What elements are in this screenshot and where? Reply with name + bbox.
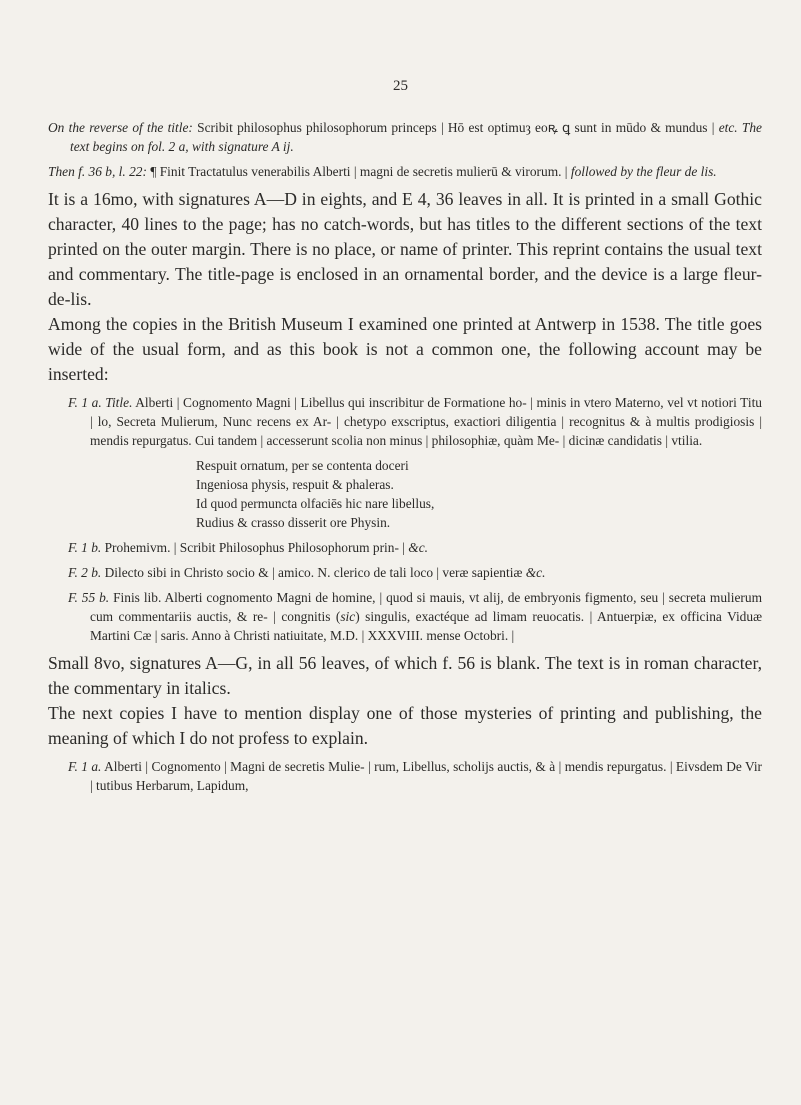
entry-sic: sic bbox=[340, 609, 356, 624]
colophon-ref: Then f. 36 b, l. 22: bbox=[48, 164, 147, 179]
entry-finis bbox=[48, 588, 762, 645]
page-content bbox=[48, 118, 762, 801]
verse-line: Id quod permuncta olfaciēs hic nare libellus, bbox=[196, 496, 435, 511]
entry-ref: F. 2 b. bbox=[68, 565, 102, 580]
colophon-note bbox=[48, 162, 762, 181]
note-etc: etc. bbox=[718, 120, 738, 135]
entry-dilecto bbox=[48, 563, 762, 582]
note-intro: On the reverse of the title: bbox=[48, 120, 193, 135]
entry-text: Finis lib. Alberti cognomento Magni de homine, | quod si mauis, vt alij, de embryonis figmento, seu | secreta mulierum cum commentariis auctis, & re- | congnitis ( bbox=[90, 590, 762, 624]
entry-text: Alberti | Cognomento | Magni de secretis Mulie- | rum, Libellus, scholijs auctis, & à | mendis repurgatus. | Eivsdem De Vir | tutibus Herbarum, Lapidum, bbox=[90, 759, 763, 793]
entry-ref: F. 1 b. bbox=[68, 540, 102, 555]
entry-text: Prohemivm. | Scribit Philosophus Philosophorum prin- | bbox=[104, 540, 405, 555]
entry-etc: &c. bbox=[525, 565, 546, 580]
note-text: Scribit philosophus philosophorum princeps | Hō est optimuȝ eoꝶ ꝗ sunt in mūdo & mundus | bbox=[197, 120, 715, 135]
verse-line: Respuit ornatum, per se contenta doceri bbox=[196, 458, 409, 473]
verse-line: Ingeniosa physis, respuit & phaleras. bbox=[196, 477, 394, 492]
verse-line: Rudius & crasso disserit ore Physin. bbox=[196, 515, 391, 530]
paragraph-british-museum: Among the copies in the British Museum I examined one printed at Antwerp in 1538. The title goes wide of the usual form, and as this book is not a common one, the following account may be inserted: bbox=[48, 314, 762, 384]
colophon-text: ¶ Finit Tractatulus venerabilis Alberti | magni de secretis mulierū & virorum. | bbox=[150, 164, 568, 179]
paragraph-description: It is a 16mo, with signatures A—D in eights, and E 4, 36 leaves in all. It is printed in a small Gothic character, 40 lines to the page; has no catch-words, but has titles to the different sections of the text printed on the outer margin. There is no place, or name of printer. This reprint contains the usual text and commentary. The title-page is enclosed in an ornamental border, and the device is a large fleur-de-lis. bbox=[48, 189, 762, 309]
paragraph-small-8vo: Small 8vo, signatures A—G, in all 56 leaves, of which f. 56 is blank. The text is in roman character, the commentary in italics. bbox=[48, 653, 762, 698]
entry-title bbox=[48, 393, 762, 450]
entry-ref: F. 55 b. bbox=[68, 590, 110, 605]
entry-ref: F. 1 a. Title. bbox=[68, 395, 133, 410]
verse-block bbox=[48, 456, 762, 532]
paragraph-next-copies: The next copies I have to mention display one of those mysteries of printing and publishing, the meaning of which I do not profess to explain. bbox=[48, 703, 762, 748]
entry-text-cont: ) singulis, exactéque ad limam reuocatis. | Antuerpiæ, ex officina Viduæ Martini Cæ | saris. Anno à Christi natiuitate, M.D. | XXXVIII. mense Octobri. | bbox=[90, 609, 762, 643]
entry-text: Alberti | Cognomento Magni | Libellus qui inscribitur de Formatione ho- | minis in vtero Materno, vel vt notiori Titu | lo, Secreta Mulierum, Nunc recens ex Ar- | chetypo exscriptus, exactiori diligentia | recognitus & à multis prodigiosis | mendis repurgatus. Cui tandem | accesserunt scolia non minus | philosophiæ, quàm Me- | dicinæ candidatis | vtilia. bbox=[90, 395, 763, 448]
entry-etc: &c. bbox=[408, 540, 429, 555]
entry-ref: F. 1 a. bbox=[68, 759, 102, 774]
page-number: 25 bbox=[393, 78, 408, 94]
note-text-begins: The text begins on fol. 2 a, with signature A ij. bbox=[70, 120, 762, 154]
entry-prohemium bbox=[48, 538, 762, 557]
entry-alberti bbox=[48, 757, 762, 795]
entry-text: Dilecto sibi in Christo socio & | amico. N. clerico de tali loco | veræ sapientiæ bbox=[104, 565, 523, 580]
colophon-after: followed by the fleur de lis. bbox=[570, 164, 717, 179]
reverse-title-note bbox=[48, 118, 762, 156]
